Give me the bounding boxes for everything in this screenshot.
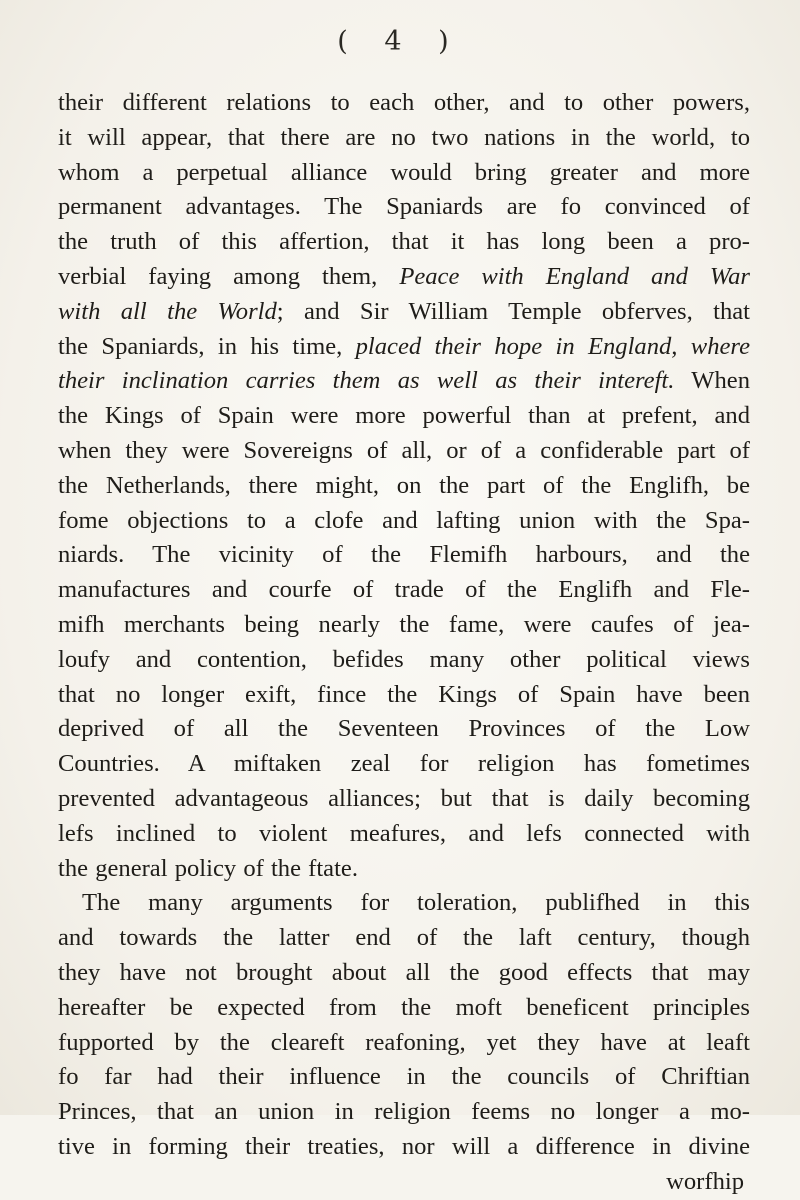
text-line — [58, 1095, 750, 1130]
text-line — [58, 573, 750, 608]
text-run: The many arguments for toleration, publifhed in this — [82, 889, 750, 917]
text-line — [58, 190, 750, 225]
text-line — [58, 295, 750, 330]
text-run: niards. The vicinity of the Flemifh harbours, and the — [58, 541, 750, 569]
text-line — [58, 1130, 750, 1165]
text-line — [58, 852, 750, 887]
text-line — [58, 956, 750, 991]
text-line — [58, 399, 750, 434]
text-run: When — [674, 367, 750, 395]
text-run: deprived of all the Seventeen Provinces of the Low — [58, 715, 750, 743]
text-run: loufy and contention, befides many other political views — [58, 645, 750, 673]
text-line — [58, 747, 750, 782]
italic-phrase: placed their hope in England, where — [355, 332, 750, 360]
text-line — [58, 330, 750, 365]
text-line — [58, 1060, 750, 1095]
text-line — [58, 886, 750, 921]
text-run: verbial faying among them, — [58, 262, 400, 290]
text-run: mifh merchants being nearly the fame, were caufes of jea- — [58, 610, 750, 638]
text-run: the Kings of Spain were more powerful than at prefent, and — [58, 402, 750, 430]
text-run: the general policy of the ftate. — [58, 854, 358, 882]
text-line — [58, 712, 750, 747]
text-line — [58, 991, 750, 1026]
text-run: Countries. A miftaken zeal for religion has fometimes — [58, 750, 750, 778]
text-run: fo far had their influence in the councils of Chriftian — [58, 1063, 750, 1091]
text-run: whom a perpetual alliance would bring greater and more — [58, 158, 750, 186]
italic-phrase: with all the World — [58, 297, 277, 325]
page-number: ( 4 ) — [337, 26, 463, 57]
text-line — [58, 260, 750, 295]
text-line — [58, 608, 750, 643]
text-line — [58, 121, 750, 156]
text-run: fome objections to a clofe and lafting union with the Spa- — [58, 506, 750, 534]
text-run: manufactures and courfe of trade of the Englifh and Fle- — [58, 576, 750, 604]
text-line — [58, 538, 750, 573]
italic-phrase: Peace with England and War — [399, 262, 751, 290]
text-line — [58, 225, 750, 260]
text-line — [58, 678, 750, 713]
text-line — [58, 1026, 750, 1061]
italic-phrase: their inclination carries them as well as their intereft. — [58, 367, 675, 395]
text-run: that no longer exift, fince the Kings of Spain have been — [58, 680, 750, 708]
text-run: fupported by the cleareft reafoning, yet they have at leaft — [58, 1028, 750, 1056]
catchword — [58, 1165, 750, 1200]
text-line — [58, 817, 750, 852]
text-run: permanent advantages. The Spaniards are fo convinced of — [58, 193, 750, 221]
text-line — [58, 364, 750, 399]
text-run: the Netherlands, there might, on the part of the Englifh, be — [58, 471, 750, 499]
text-run: the Spaniards, in his time, — [58, 332, 356, 360]
text-run: hereafter be expected from the moft beneficent principles — [58, 993, 750, 1021]
text-line — [58, 434, 750, 469]
body-text — [58, 86, 750, 1200]
text-run: they have not brought about all the good effects that may — [58, 958, 750, 986]
text-run: and towards the latter end of the laft century, though — [58, 924, 750, 952]
text-line — [58, 643, 750, 678]
text-run: lefs inclined to violent meafures, and lefs connected with — [58, 819, 750, 847]
text-line — [58, 782, 750, 817]
text-line — [58, 469, 750, 504]
text-run: the truth of this affertion, that it has long been a pro- — [58, 228, 750, 256]
text-run: it will appear, that there are no two nations in the world, to — [58, 123, 750, 151]
text-run: when they were Sovereigns of all, or of a confiderable part of — [58, 436, 750, 464]
text-run: prevented advantageous alliances; but that is daily becoming — [58, 784, 750, 812]
text-line — [58, 504, 750, 539]
text-run: ; and Sir William Temple obferves, that — [276, 297, 750, 325]
text-line — [58, 156, 750, 191]
text-run: Princes, that an union in religion feems no longer a mo- — [58, 1098, 750, 1126]
text-line — [58, 86, 750, 121]
text-run: worfhip — [666, 1167, 744, 1195]
text-line — [58, 921, 750, 956]
text-run: their different relations to each other, and to other powers, — [58, 89, 750, 116]
text-run: tive in forming their treaties, nor will a difference in divine — [58, 1132, 750, 1160]
